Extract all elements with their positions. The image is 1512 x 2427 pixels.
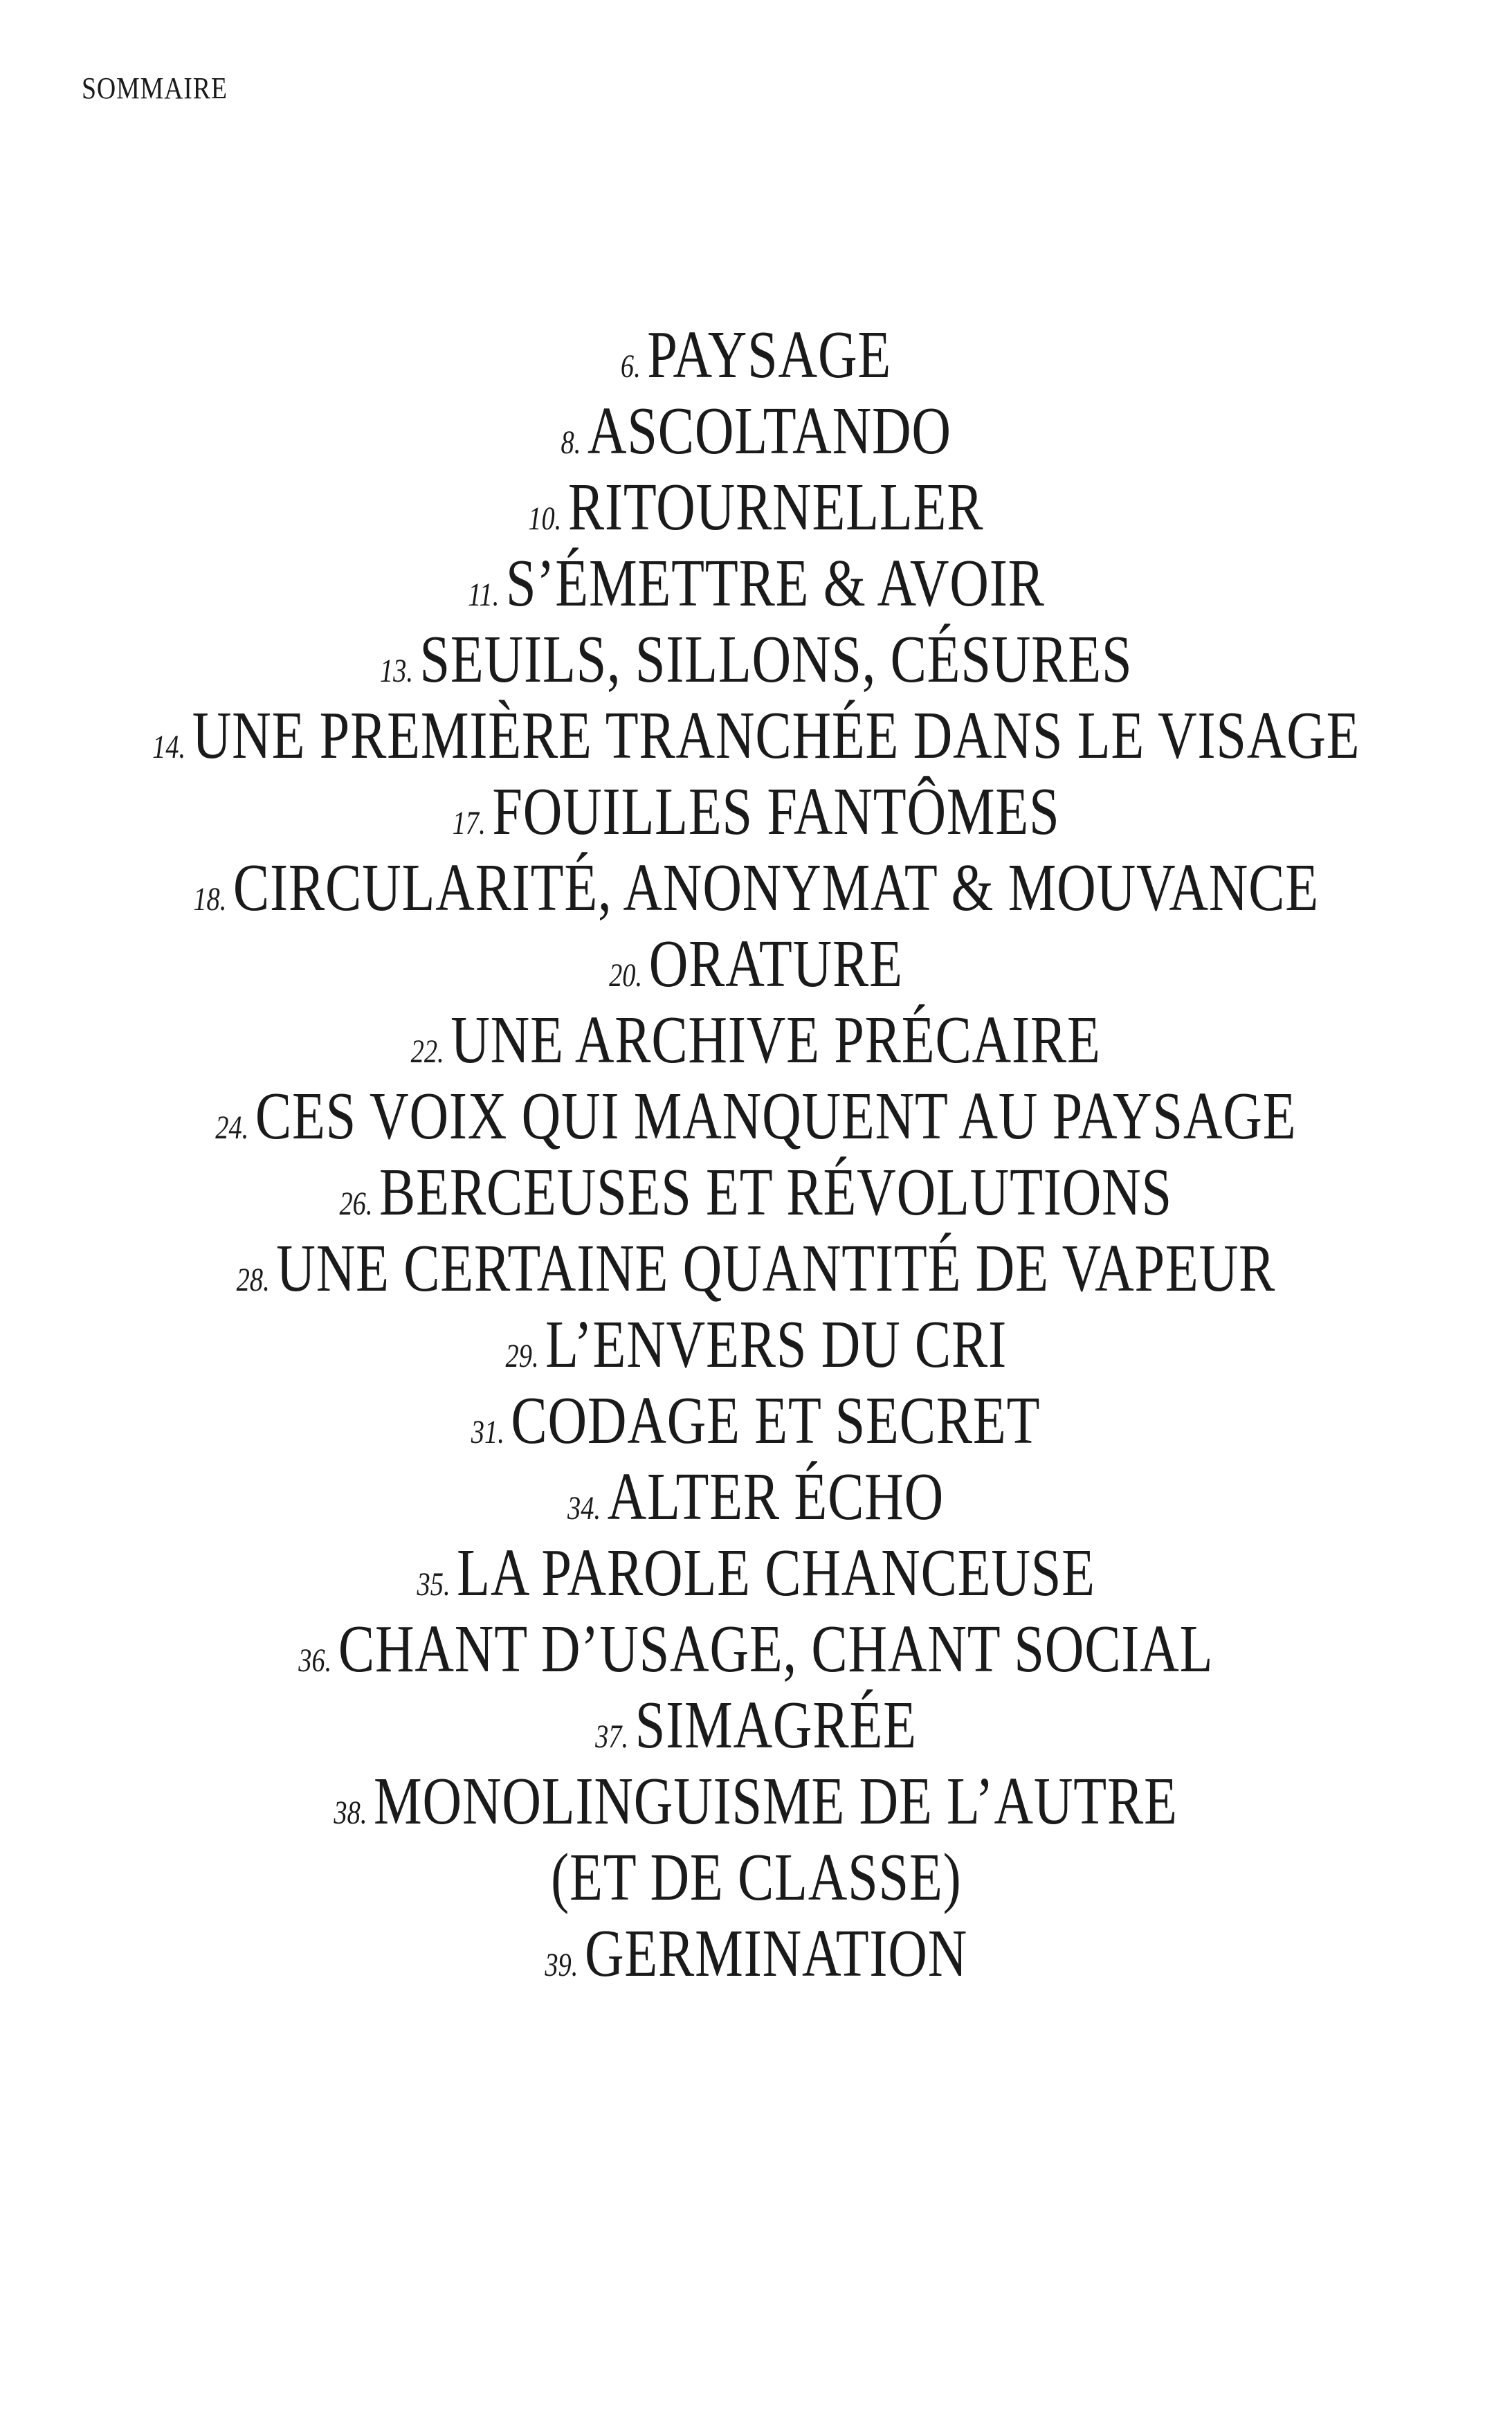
toc-page-number: 24. [215,1109,249,1146]
toc-item-5[interactable] [0,698,1512,774]
toc-item-1[interactable] [0,393,1512,469]
toc-item-3[interactable] [0,545,1512,621]
toc-item-19[interactable] [0,1763,1512,1839]
toc-page-number: 22. [410,1033,444,1070]
toc-item-14[interactable] [0,1383,1512,1459]
toc-page-number: 6. [620,348,641,385]
toc-item-0[interactable] [0,317,1512,393]
toc-page-number: 38. [334,1794,367,1831]
toc-title: RITOURNELLER [568,470,984,545]
toc-title: LA PAROLE CHANCEUSE [456,1536,1095,1610]
toc-title: GERMINATION [584,1916,967,1991]
toc-title: SIMAGRÉE [635,1688,917,1763]
toc-page-number: 8. [561,424,581,461]
toc-title: CIRCULARITÉ, ANONYMAT & MOUVANCE [233,851,1319,925]
toc-title: ALTER ÉCHO [608,1460,945,1534]
toc-page-number: 36. [298,1642,332,1679]
toc-page-number: 31. [471,1414,505,1451]
toc-title: SEUILS, SILLONS, CÉSURES [419,622,1133,697]
toc-item-15[interactable] [0,1459,1512,1535]
toc-title: PAYSAGE [647,318,892,392]
toc-title: UNE CERTAINE QUANTITÉ DE VAPEUR [276,1231,1276,1306]
toc-page-number: 35. [417,1566,450,1603]
toc-item-7[interactable] [0,850,1512,926]
toc-page-number: 29. [505,1338,539,1374]
toc-page-number: 18. [193,881,227,918]
table-of-contents [0,317,1512,1992]
toc-item-16[interactable] [0,1535,1512,1611]
toc-page-number: 34. [567,1490,601,1527]
toc-item-9[interactable] [0,1002,1512,1078]
toc-page-number: 28. [236,1262,270,1298]
toc-item-12[interactable] [0,1230,1512,1307]
toc-page-number: 26. [339,1185,373,1222]
toc-title: CODAGE ET SECRET [511,1383,1041,1458]
toc-item-2[interactable] [0,469,1512,545]
toc-page-number: 11. [467,576,499,613]
toc-title: BERCEUSES ET RÉVOLUTIONS [379,1155,1173,1230]
toc-item-20[interactable] [0,1916,1512,1992]
toc-page-number: 39. [545,1947,579,1983]
toc-title: ASCOLTANDO [587,394,951,469]
toc-page-number: 10. [528,500,562,537]
toc-title: CHANT D’USAGE, CHANT SOCIAL [338,1612,1214,1687]
toc-title: UNE ARCHIVE PRÉCAIRE [450,1003,1102,1078]
toc-item-19-continuation[interactable] [0,1839,1512,1916]
toc-item-17[interactable] [0,1611,1512,1687]
toc-title: MONOLINGUISME DE L’AUTRE [374,1764,1178,1839]
toc-page-number: 14. [152,729,185,765]
page-header: SOMMAIRE [82,71,228,105]
toc-item-10[interactable] [0,1078,1512,1154]
toc-title: ORATURE [648,927,903,1001]
toc-item-13[interactable] [0,1307,1512,1383]
toc-title: S’ÉMETTRE & AVOIR [505,546,1045,621]
toc-title: FOUILLES FANTÔMES [492,774,1060,849]
toc-item-18[interactable] [0,1687,1512,1763]
toc-title: L’ENVERS DU CRI [545,1307,1007,1382]
toc-item-4[interactable] [0,621,1512,698]
toc-page-number: 13. [379,653,413,689]
toc-title: CES VOIX QUI MANQUENT AU PAYSAGE [255,1079,1297,1154]
toc-page-number: 20. [609,957,643,994]
toc-title: UNE PREMIÈRE TRANCHÉE DANS LE VISAGE [192,698,1360,773]
toc-title-continuation: (ET DE CLASSE) [550,1840,962,1915]
toc-page-number: 17. [452,805,486,842]
toc-page-number: 37. [595,1718,629,1755]
